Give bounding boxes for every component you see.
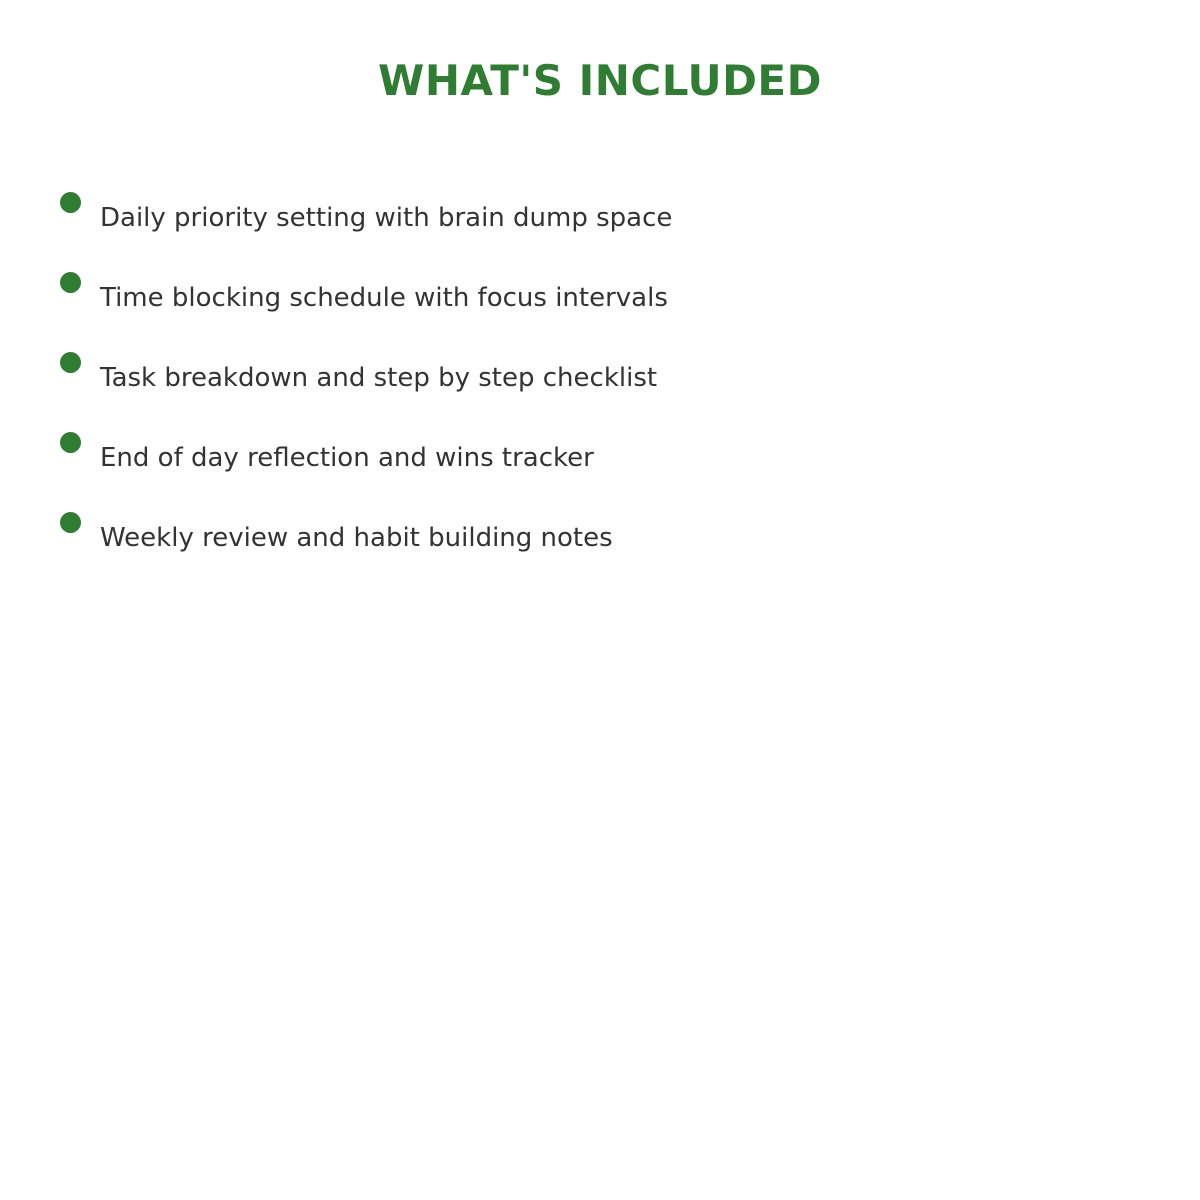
page-title: WHAT'S INCLUDED [378,56,822,105]
feature-label: End of day reflection and wins tracker [100,443,594,473]
bullet-dot-icon [60,512,81,533]
feature-label: Time blocking schedule with focus intervals [100,283,668,313]
list-item [60,192,1160,252]
bullet-dot-icon [60,272,81,293]
list-item [60,432,1160,492]
feature-label: Daily priority setting with brain dump space [100,203,673,233]
list-item [60,352,1160,412]
list-item [60,512,1160,572]
bullet-dot-icon [60,192,81,213]
feature-label: Weekly review and habit building notes [100,523,613,553]
bullet-dot-icon [60,352,81,373]
list-item [60,272,1160,332]
feature-label: Task breakdown and step by step checklist [100,363,658,393]
bullet-dot-icon [60,432,81,453]
